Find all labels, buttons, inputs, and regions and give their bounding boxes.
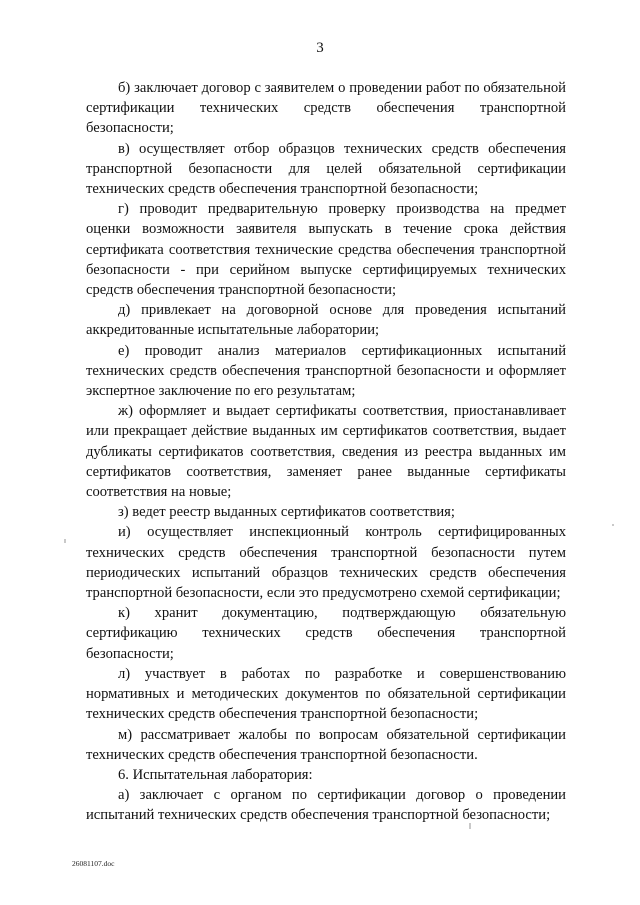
paragraph-v: в) осуществляет отбор образцов технических средств обеспечения транспортной безопасности для целей обязательной сертификации технических средств обеспечения транспортной безопасности;: [86, 140, 566, 198]
paragraph-6a: а) заключает с органом по сертификации договор о проведении испытаний технических средств обеспечения транспортной безопасности;: [86, 787, 566, 824]
paragraph-b: б) заключает договор с заявителем о проведении работ по обязательной сертификации технических средств обеспечения транспортной безопасности;: [86, 80, 566, 137]
paragraph-d: д) привлекает на договорной основе для проведения испытаний аккредитованные испытательные лаборатории;: [86, 302, 566, 339]
section-6-heading: 6. Испытательная лаборатория:: [118, 766, 313, 783]
document-body: [86, 78, 566, 826]
paragraph-m: м) рассматривает жалобы по вопросам обязательной сертификации технических средств обеспечения транспортной безопасности.: [86, 726, 566, 763]
document-file-code: 26081107.doc: [72, 859, 115, 868]
paragraph-zh: ж) оформляет и выдает сертификаты соответствия, приостанавливает или прекращает действие выданных им сертификатов соответствия, выдает дубликаты сертификатов соответствия, сведения из реестра выданных им сертификатов соответствия, заменяет ранее выданные сертификаты соответствия на новые;: [86, 403, 566, 501]
paragraph-k: к) хранит документацию, подтверждающую обязательную сертификацию технических средств обеспечения транспортной безопасности;: [86, 605, 566, 662]
paragraph-i: и) осуществляет инспекционный контроль сертифицированных технических средств обеспечения транспортной безопасности путем периодических испытаний образцов технических средств обеспечения транспортной безопасности, если это предусмотрено схемой сертификации;: [86, 524, 566, 602]
paragraph-e: е) проводит анализ материалов сертификационных испытаний технических средств обеспечения транспортной безопасности и оформляет экспертное заключение по его результатам;: [86, 342, 566, 400]
scan-artifact-mark: [612, 524, 614, 526]
scan-artifact-mark: [469, 823, 471, 829]
paragraph-z: з) ведет реестр выданных сертификатов соответствия;: [118, 504, 455, 521]
paragraph-g: г) проводит предварительную проверку производства на предмет оценки возможности заявителя выпускать в течение срока действия сертификата соответствия технические средства обеспечения транспортной безопасности - при серийном выпуске сертифицируемых технических средств обеспечения транспортной безопасности;: [86, 201, 566, 299]
page-number: 3: [316, 40, 324, 56]
scan-artifact-mark: [64, 539, 66, 543]
paragraph-l: л) участвует в работах по разработке и совершенствованию нормативных и методических документов по обязательной сертификации технических средств обеспечения транспортной безопасности;: [86, 665, 566, 723]
